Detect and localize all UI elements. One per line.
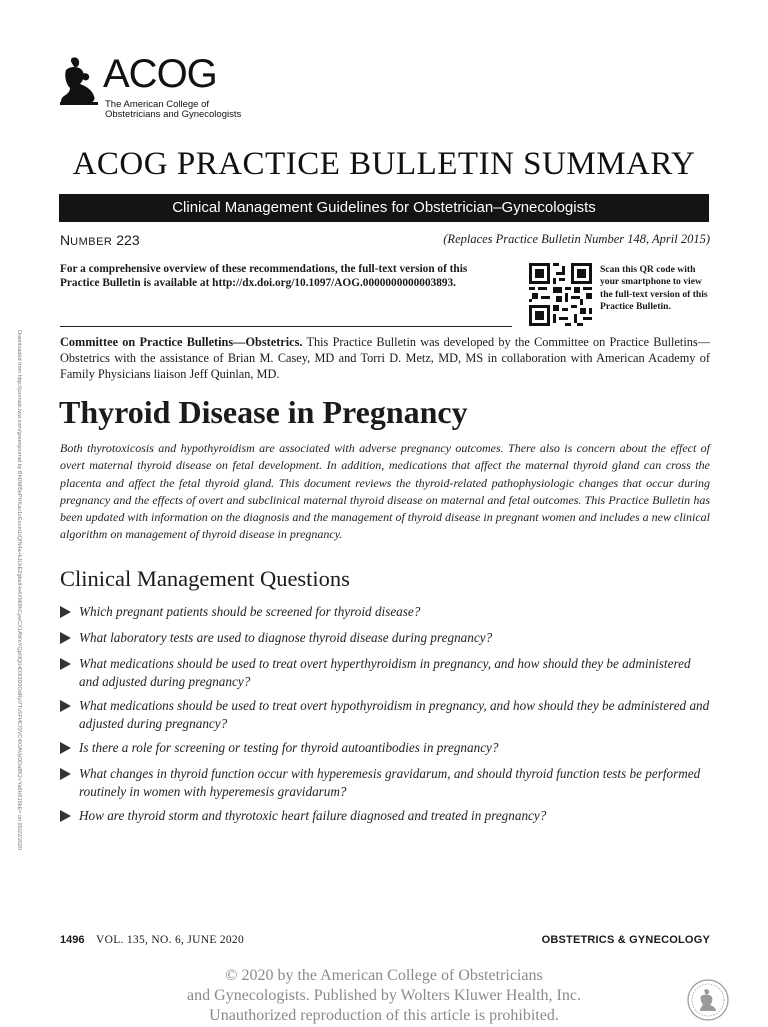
triangle-bullet-icon [60,700,71,712]
abstract-paragraph: Both thyrotoxicosis and hypothyroidism are associated with adverse pregnancy outcomes. There also is concern about the effect of overt maternal thyroid disease on fetal development. In addition, medications that affect the maternal thyroid gland can cross the placenta and affect the fetal thyroid gland. This document reviews the thyroid-related pathophysiologic changes that occur during pregnancy and the effects of overt and subclinical maternal thyroid disease on maternal and fetal outcomes. This Practice Bulletin has been updated with information on the diagnosis and the management of thyroid disease in pregnant women and includes a new clinical algorithm on management of thyroid disease in pregnancy. [60,441,710,542]
full-text-overview: For a comprehensive overview of these recommendations, the full-text version of this Practice Bulletin is available at http://dx.doi.org/10.1097/AOG.0000000000003893. [60,263,468,290]
triangle-bullet-icon [60,810,71,822]
logo-subtitle-line1: The American College of [105,99,210,110]
bulletin-number-row [60,232,710,250]
bulletin-number-label: NUMBER 223 [60,232,140,248]
replaces-note: (Replaces Practice Bulletin Number 148, April 2015) [443,232,710,246]
bulletin-number-value: 223 [116,232,140,248]
document-title: Thyroid Disease in Pregnancy [59,394,468,430]
logo-subtitle-line2: Obstetricians and Gynecologists [105,109,242,120]
copyright-notice [0,966,768,1026]
triangle-bullet-icon [60,768,71,780]
questions-heading: Clinical Management Questions [60,566,350,591]
committee-description: This Practice Bulletin was developed by the Committee on Practice Bulletins—Obstetrics with the assistance of Brian M. Casey, MD and Torri D. Metz, MD, MS in collaboration with American Academy of Family Physicians liaison Jeff Quinlan, MD. [60,335,710,381]
acog-seal-icon [686,978,730,1022]
divider-line [60,326,512,327]
acog-wordmark: ACOG [103,52,217,96]
triangle-bullet-icon [60,632,71,644]
copyright-line2: and Gynecologists. Published by Wolters Kluwer Health, Inc. [187,987,581,1004]
qr-code[interactable] [529,263,592,326]
page-number: 1496 [60,934,85,946]
journal-name: OBSTETRICS & GYNECOLOGY [541,934,710,946]
triangle-bullet-icon [60,658,71,670]
committee-name: Committee on Practice Bulletins—Obstetrics. [60,335,303,349]
side-download-note [8,330,22,930]
copyright-line1: © 2020 by the American College of Obstetricians [225,967,543,984]
mother-child-logo-icon [58,56,102,106]
triangle-bullet-icon [60,742,71,754]
volume-info: VOL. 135, NO. 6, JUNE 2020 [96,934,245,946]
side-download-note-text: Downloaded from http://journals.lww.com/greenjournal by BhDMf5ePHKav1zEoum1tQfN4a+kJLhEZgbsIHo4XMi0hCywCX1AWnYQp/IlQrHD3i3D0OdRyi7TvSFl4Cf3VC4/OAVpDDa8K2+Ya6H515kE= on 05/22/2020 [16,330,22,851]
committee-credits [60,334,710,382]
guidelines-banner: Clinical Management Guidelines for Obstetrician–Gynecologists [59,194,709,222]
qr-code-caption: Scan this QR code with your smartphone to view the full-text version of this Practice Bulletin. [600,264,708,312]
triangle-bullet-icon [60,606,71,618]
bulletin-header-title: ACOG PRACTICE BULLETIN SUMMARY [72,146,696,182]
copyright-line3: Unauthorized reproduction of this article is prohibited. [209,1007,559,1024]
acog-logo [58,52,242,120]
